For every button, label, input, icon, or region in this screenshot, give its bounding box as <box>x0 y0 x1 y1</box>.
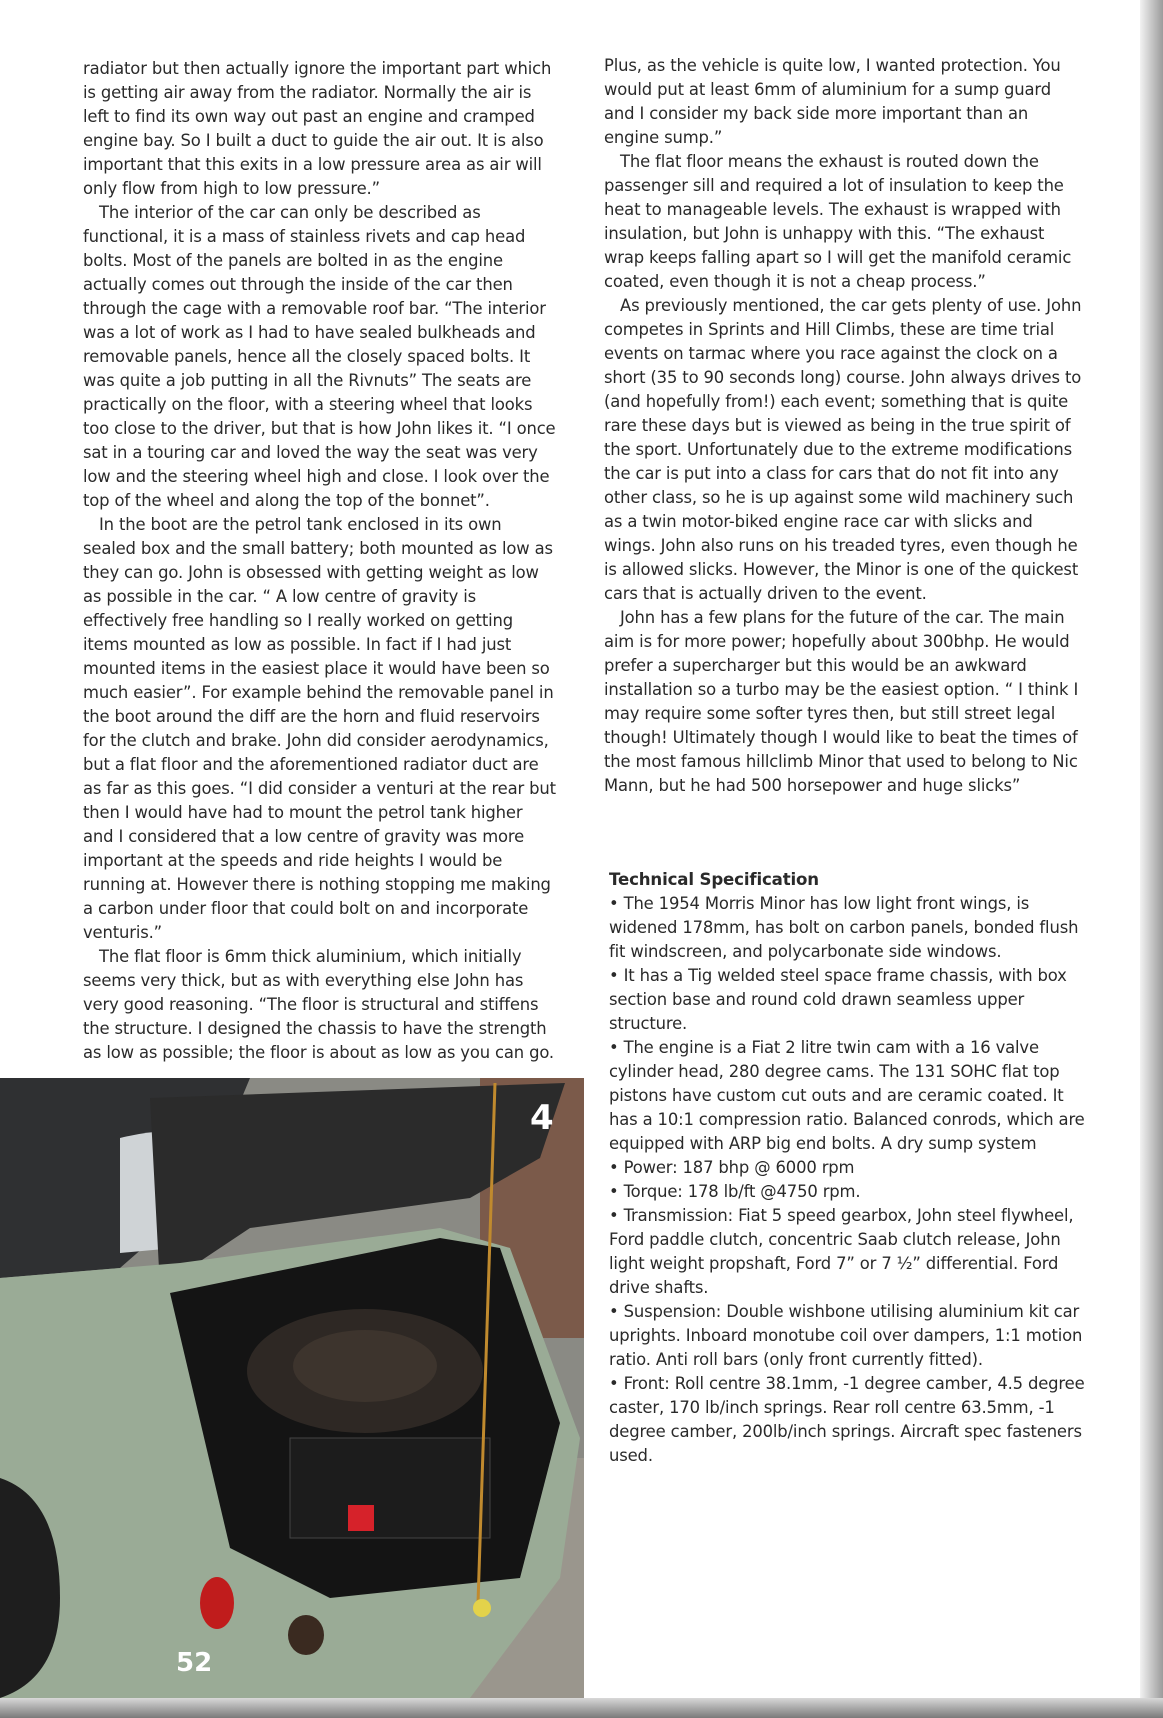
right-column-paragraph: John has a few plans for the future of the car. The main aim is for more power; hopefully about 300bhp. He would prefer a supercharger but this would be an awkward installation so a turbo may be the easiest option. “ I think I may require some softer tyres then, but still street legal though! Ultimately though I would like to beat the times of the most famous hillclimb Minor that used to belong to Nic Mann, but he had 500 horsepower and huge slicks” <box>604 608 1079 795</box>
spec-item: • The engine is a Fiat 2 litre twin cam with a 16 valve cylinder head, 280 degree cams. The 131 SOHC flat top pistons have custom cut outs and are ceramic coated. It has a 10:1 compression ratio. Balanced conrods, which are equipped with ARP big end bolts. A dry sump system <box>609 1038 1085 1153</box>
page-bottom-edge <box>0 1698 1163 1718</box>
technical-specification <box>609 868 1085 1468</box>
petrol-tank-box <box>290 1438 490 1538</box>
spec-list <box>609 892 1085 1468</box>
left-column-paragraph: The interior of the car can only be described as functional, it is a mass of stainless rivets and cap head bolts. Most of the panels are bolted in as the engine actually comes out through the inside of the car then through the cage with a removable roof bar. “The interior was a lot of work as I had to have sealed bulkheads and removable panels, hence all the closely spaced bolts. It was quite a job putting in all the Rivnuts” The seats are practically on the floor, with a steering wheel that looks too close to the driver, but that is how John likes it. “I once sat in a touring car and loved the way the seat was very low and the steering wheel high and close. I look over the top of the wheel and along the top of the bonnet”. <box>83 203 556 510</box>
battery-isolator <box>348 1505 374 1531</box>
yellow-marker <box>473 1599 491 1617</box>
spec-item: • Transmission: Fiat 5 speed gearbox, John steel flywheel, Ford paddle clutch, concentric Saab clutch release, John light weight propshaft, Ford 7” or 7 ½” differential. Ford drive shafts. <box>609 1206 1074 1297</box>
spec-item: • It has a Tig welded steel space frame chassis, with box section base and round cold drawn seamless upper structure. <box>609 966 1067 1033</box>
tyre-rim <box>293 1330 437 1402</box>
left-column-paragraph: radiator but then actually ignore the important part which is getting air away from the radiator. Normally the air is left to find its own way out past an engine and cramped engine bay. So I built a duct to guide the air out. It is also important that this exits in a low pressure area as air will only flow from high to low pressure.” <box>83 59 552 198</box>
page-number: 52 <box>176 1648 213 1678</box>
spec-item: • The 1954 Morris Minor has low light front wings, is widened 178mm, has bolt on carbon panels, bonded flush fit windscreen, and polycarbonate side windows. <box>609 894 1079 961</box>
left-column-paragraph: In the boot are the petrol tank enclosed in its own sealed box and the small battery; both mounted as low as they can go. John is obsessed with getting weight as low as possible in the car. “ A low centre of gravity is effectively free handling so I really worked on getting items mounted as low as possible. In fact if I had just mounted items in the easiest place it would have been so much easier”. For example behind the removable panel in the boot around the diff are the horn and fluid reservoirs for the clutch and brake. John did consider aerodynamics, but a flat floor and the aforementioned radiator duct are as far as this goes. “I did consider a venturi at the rear but then I would have had to mount the petrol tank higher and I considered that a low centre of gravity was more important at the speeds and ride heights I would be running at. However there is nothing stopping me making a carbon under floor that could bolt on and incorporate venturis.” <box>83 515 556 942</box>
spec-item: • Torque: 178 lb/ft @4750 rpm. <box>609 1182 861 1201</box>
spec-item: • Power: 187 bhp @ 6000 rpm <box>609 1158 855 1177</box>
tail-lamp <box>200 1577 234 1629</box>
exhaust-tip <box>288 1615 324 1655</box>
car-boot-photo <box>0 1078 584 1698</box>
left-column-paragraph: The flat floor is 6mm thick aluminium, which initially seems very thick, but as with everything else John has very good reasoning. “The floor is structural and stiffens the structure. I designed the chassis to have the strength as low as possible; the floor is about as low as you can go. <box>83 947 554 1062</box>
article-right-column <box>604 54 1082 798</box>
spec-title: Technical Specification <box>609 870 819 889</box>
page-right-edge <box>1140 0 1163 1718</box>
article-left-column <box>83 57 557 1065</box>
spec-item: • Front: Roll centre 38.1mm, -1 degree camber, 4.5 degree caster, 170 lb/inch springs. Rear roll centre 63.5mm, -1 degree camber, 200lb/inch springs. Aircraft spec fasteners used. <box>609 1374 1085 1465</box>
spec-item: • Suspension: Double wishbone utilising aluminium kit car uprights. Inboard monotube coil over dampers, 1:1 motion ratio. Anti roll bars (only front currently fitted). <box>609 1302 1083 1369</box>
car-boot-illustration <box>0 1078 584 1698</box>
right-column-paragraph: As previously mentioned, the car gets plenty of use. John competes in Sprints and Hill Climbs, these are time trial events on tarmac where you race against the clock on a short (35 to 90 seconds long) course. John always drives to (and hopefully from!) each event; something that is quite rare these days but is viewed as being in the true spirit of the sport. Unfortunately due to the extreme modifications the car is put into a class for cars that do not fit into any other class, so he is up against some wild machinery such as a twin motor-biked engine race car with slicks and wings. John also runs on his treaded tyres, even though he is allowed slicks. However, the Minor is one of the quickest cars that is actually driven to the event. <box>604 296 1082 603</box>
figure-number: 4 <box>530 1098 554 1138</box>
right-column-paragraph: Plus, as the vehicle is quite low, I wanted protection. You would put at least 6mm of aluminium for a sump guard and I consider my back side more important than an engine sump.” <box>604 56 1061 147</box>
right-column-paragraph: The flat floor means the exhaust is routed down the passenger sill and required a lot of insulation to keep the heat to manageable levels. The exhaust is wrapped with insulation, but John is unhappy with this. “The exhaust wrap keeps falling apart so I will get the manifold ceramic coated, even though it is not a cheap process.” <box>604 152 1072 291</box>
